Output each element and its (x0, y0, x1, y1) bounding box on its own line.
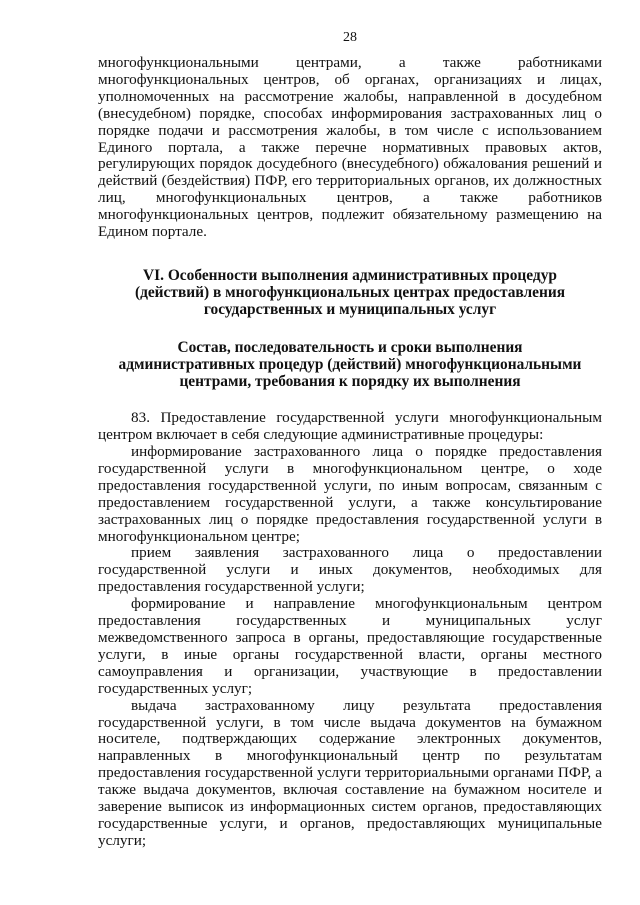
subsection-heading-line: административных процедур (действий) многофункциональными (118, 355, 582, 373)
section-heading-line: государственных и муниципальных услуг (203, 301, 497, 319)
intro-paragraph: многофункциональными центрами, а также работниками многофункциональных центров, об органах, организациях и лицах, уполномоченных на рассмотрение жалобы, направленной в досудебном (внесудебном) порядке, способах информирования застрахованных лиц о порядке подачи и рассмотрения жалобы, в том числе с использованием Единого портала, а также перечне нормативных правовых актов, регулирующих порядок досудебного (внесудебного) обжалования решений и действий (бездействия) ПФР, его территориальных органов, их должностных лиц, многофункциональных центров, а также работников многофункциональных центров, подлежит обязательному размещению на Едином портале. (98, 54, 602, 241)
paragraph: 83. Предоставление государственной услуги многофункциональным центром включает в себя следующие административные процедуры: (98, 409, 602, 444)
paragraph: выдача застрахованному лицу результата предоставления государственной услуги, в том числе выдача документов на бумажном носителе, подтверждающих содержание электронных документов, направленных в многофункциональный центр по результатам предоставления государственной услуги территориальными органами ПФР, а также выдача документов, включая составление на бумажном носителе и заверение выписок из информационных систем органов, предоставляющих государственные услуги, и органов, предоставляющих муниципальные услуги; (98, 696, 602, 849)
subsection-heading (98, 339, 602, 391)
section-heading-line: (действий) в многофункциональных центрах предоставления (134, 284, 566, 302)
page-number: 28 (343, 30, 357, 45)
paragraph: прием заявления застрахованного лица о предоставлении государственной услуги и иных документов, необходимых для предоставления государственной услуги; (98, 544, 602, 596)
subsection-heading-line: Состав, последовательность и сроки выполнения (177, 338, 523, 356)
body-paragraphs (98, 410, 602, 850)
paragraph: формирование и направление многофункциональным центром предоставления государственных и муниципальных услуг межведомственного запроса в органы, предоставляющие государственные услуги, в иные органы государственной власти, органы местного самоуправления и организации, участвующие в предоставлении государственных услуг; (98, 595, 602, 697)
section-heading (98, 267, 602, 319)
subsection-heading-line: центрами, требования к порядку их выполнения (179, 372, 521, 390)
section-heading-line: VI. Особенности выполнения административных процедур (143, 266, 557, 284)
paragraph: информирование застрахованного лица о порядке предоставления государственной услуги в многофункциональном центре, о ходе предоставления государственной услуги, по иным вопросам, связанным с предоставлением государственной услуги, а также консультирование застрахованных лиц о порядке предоставления государственной услуги в многофункциональном центре; (98, 443, 602, 545)
